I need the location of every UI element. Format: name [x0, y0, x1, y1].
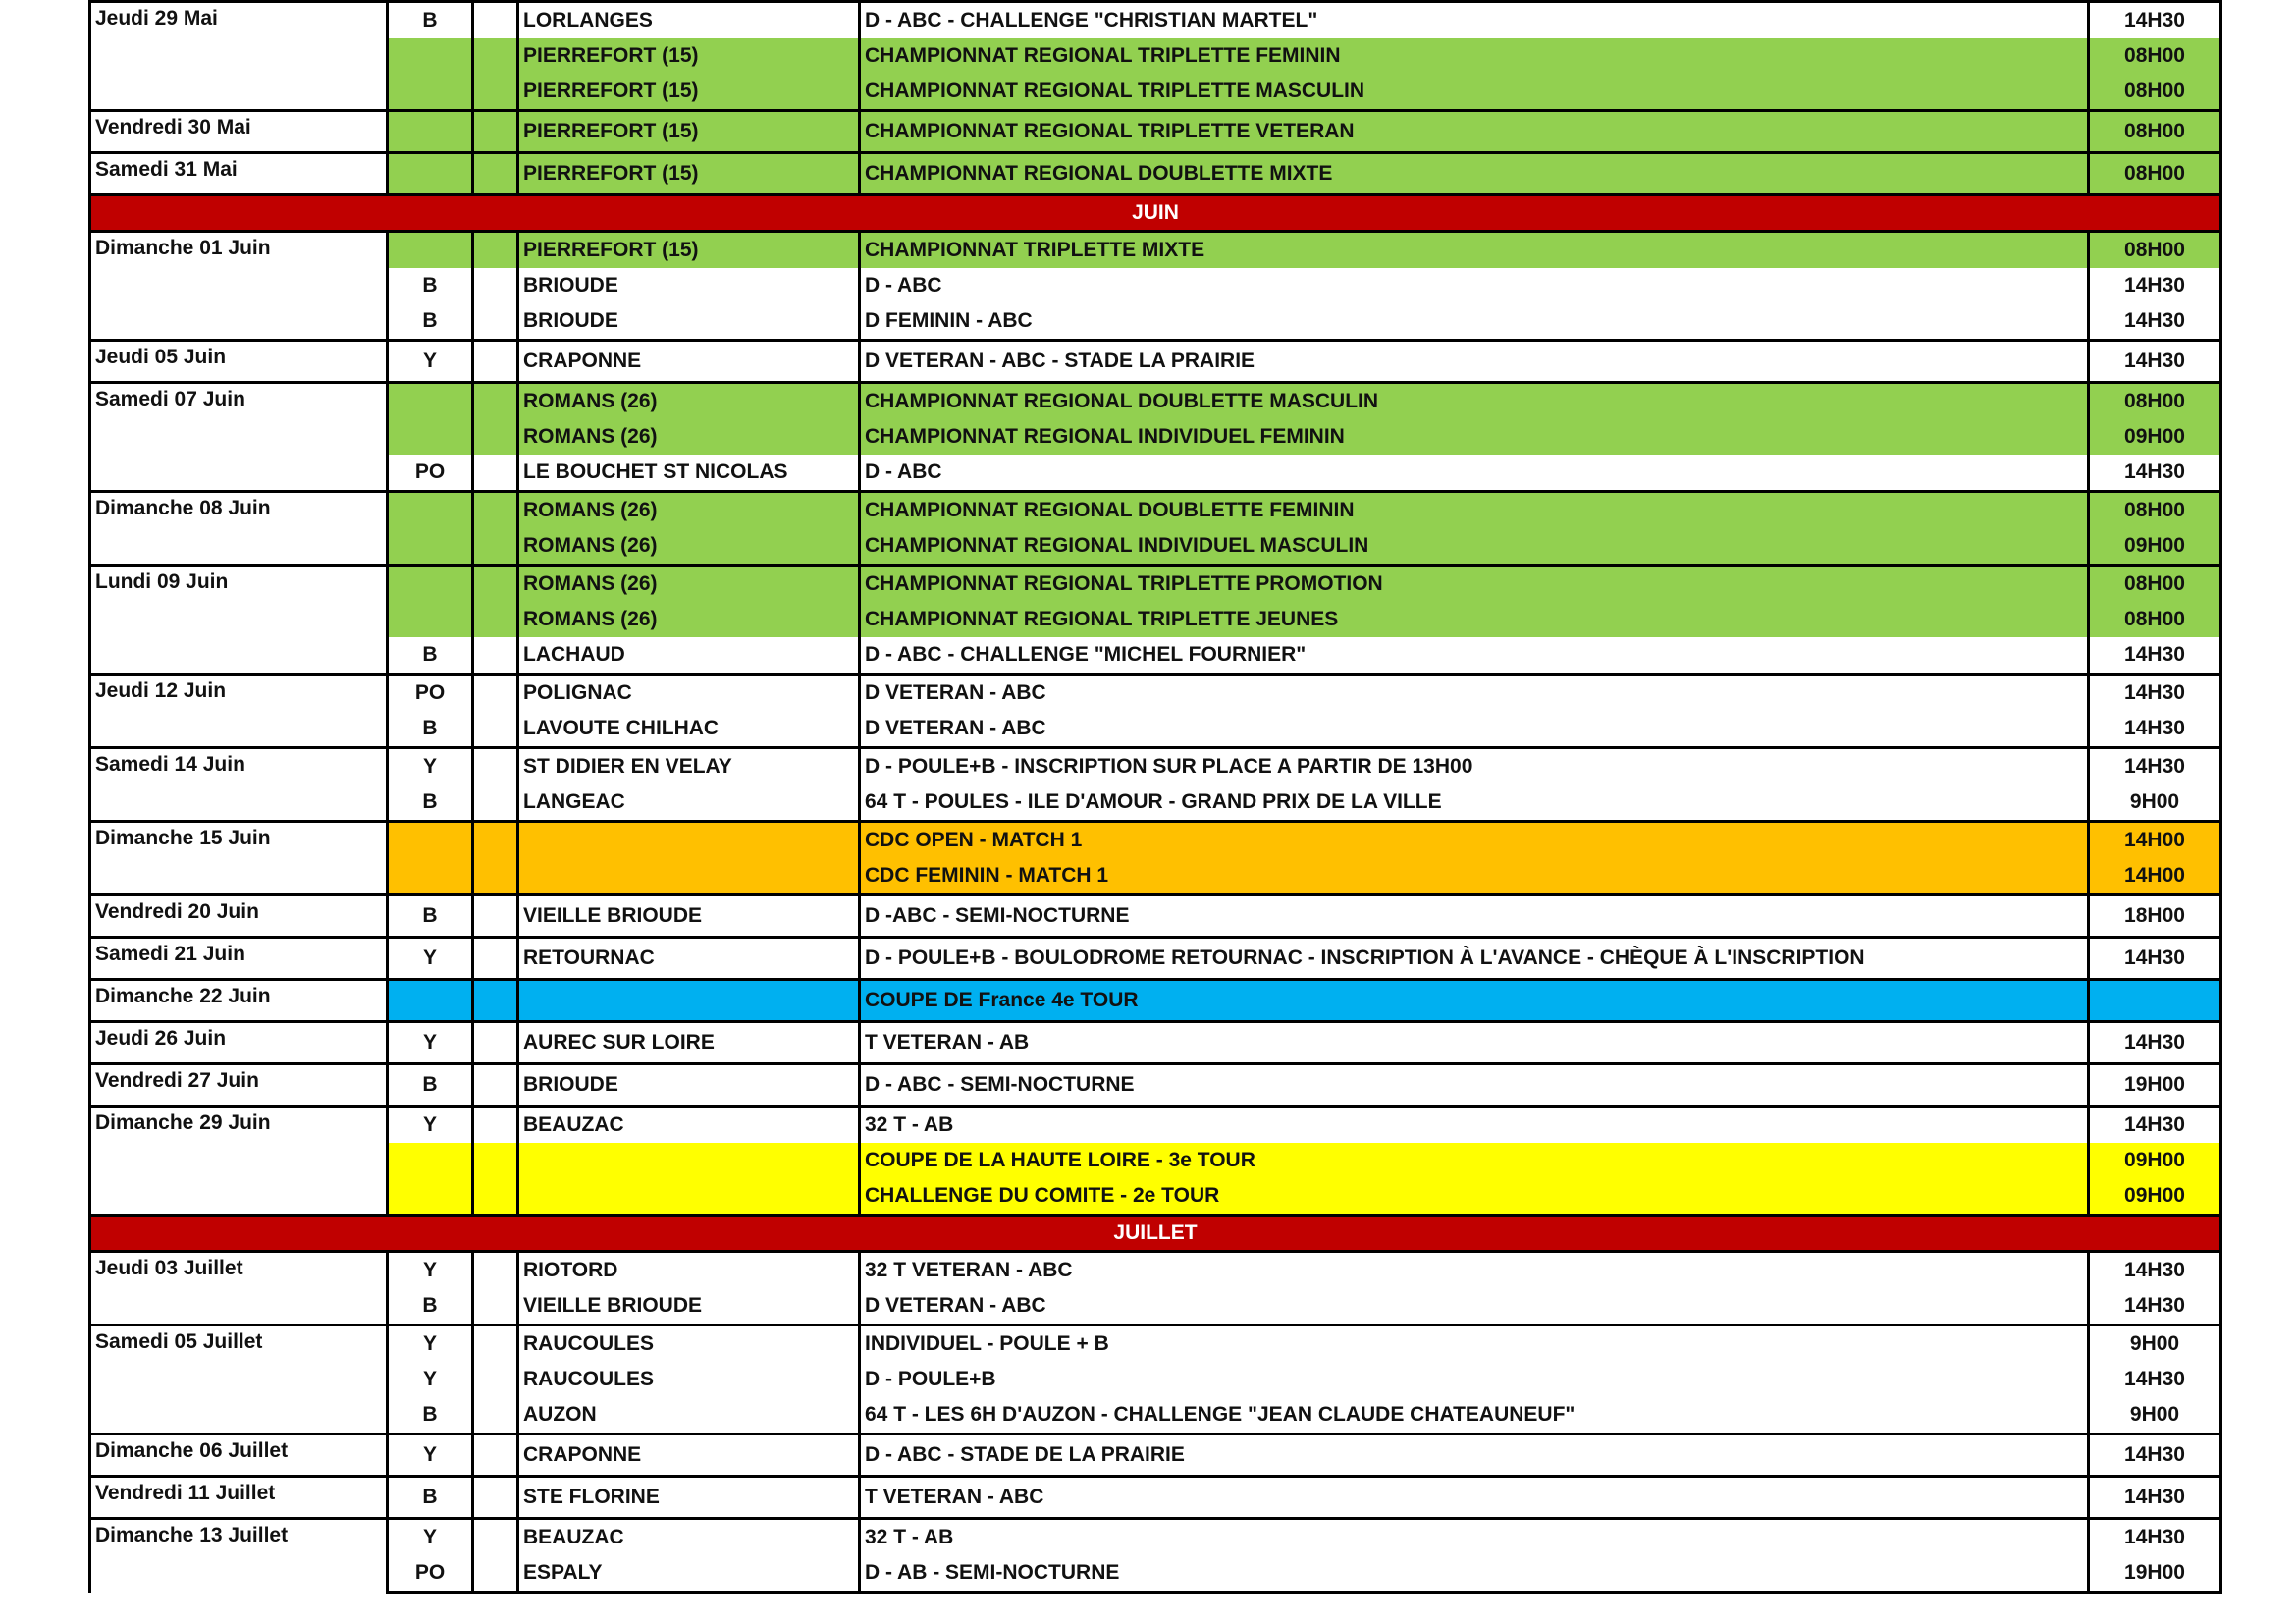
marker-cell: [473, 711, 518, 748]
event-time: 14H30: [2089, 341, 2221, 383]
event-location: [518, 1143, 860, 1178]
event-location: [518, 980, 860, 1022]
event-time: 14H30: [2089, 637, 2221, 675]
event-time: 9H00: [2089, 1397, 2221, 1435]
event-date: Dimanche 13 Juillet: [90, 1519, 388, 1593]
event-description: D - AB - SEMI-NOCTURNE: [860, 1555, 2089, 1593]
event-location: LORLANGES: [518, 2, 860, 39]
event-location: AUREC SUR LOIRE: [518, 1022, 860, 1064]
event-category: B: [388, 303, 473, 341]
event-category: B: [388, 2, 473, 39]
event-date: Samedi 07 Juin: [90, 383, 388, 492]
event-row: [90, 858, 2221, 895]
event-time: 14H30: [2089, 748, 2221, 785]
event-time: 08H00: [2089, 566, 2221, 603]
event-description: CHAMPIONNAT TRIPLETTE MIXTE: [860, 232, 2089, 269]
event-time: 09H00: [2089, 1143, 2221, 1178]
event-time: 14H30: [2089, 1107, 2221, 1144]
event-row: [90, 383, 2221, 420]
event-description: COUPE DE France 4e TOUR: [860, 980, 2089, 1022]
event-time: 08H00: [2089, 383, 2221, 420]
event-location: BEAUZAC: [518, 1107, 860, 1144]
event-time: 09H00: [2089, 1178, 2221, 1216]
event-time: 14H30: [2089, 1477, 2221, 1519]
event-category: [388, 38, 473, 74]
event-location: ST DIDIER EN VELAY: [518, 748, 860, 785]
event-location: BRIOUDE: [518, 268, 860, 303]
event-description: CDC FEMININ - MATCH 1: [860, 858, 2089, 895]
event-row: [90, 822, 2221, 859]
marker-cell: [473, 1477, 518, 1519]
event-category: Y: [388, 341, 473, 383]
event-row: [90, 303, 2221, 341]
event-description: CHAMPIONNAT REGIONAL TRIPLETTE VETERAN: [860, 111, 2089, 153]
event-category: [388, 232, 473, 269]
event-row: [90, 895, 2221, 938]
event-description: INDIVIDUEL - POULE + B: [860, 1326, 2089, 1363]
marker-cell: [473, 895, 518, 938]
event-description: T VETERAN - ABC: [860, 1477, 2089, 1519]
event-row: [90, 711, 2221, 748]
marker-cell: [473, 455, 518, 492]
event-row: [90, 528, 2221, 566]
event-row: [90, 2, 2221, 39]
event-date: Dimanche 22 Juin: [90, 980, 388, 1022]
marker-cell: [473, 153, 518, 195]
event-date: Dimanche 15 Juin: [90, 822, 388, 895]
event-category: Y: [388, 1107, 473, 1144]
event-location: RAUCOULES: [518, 1362, 860, 1397]
event-location: PIERREFORT (15): [518, 38, 860, 74]
marker-cell: [473, 1143, 518, 1178]
event-category: PO: [388, 675, 473, 712]
event-category: Y: [388, 938, 473, 980]
event-location: RAUCOULES: [518, 1326, 860, 1363]
marker-cell: [473, 822, 518, 859]
marker-cell: [473, 785, 518, 822]
event-time: 14H30: [2089, 1435, 2221, 1477]
event-description: CHAMPIONNAT REGIONAL DOUBLETTE MASCULIN: [860, 383, 2089, 420]
event-location: LAVOUTE CHILHAC: [518, 711, 860, 748]
event-location: PIERREFORT (15): [518, 74, 860, 111]
event-location: BRIOUDE: [518, 1064, 860, 1107]
event-location: VIEILLE BRIOUDE: [518, 1288, 860, 1326]
marker-cell: [473, 602, 518, 637]
event-date: Lundi 09 Juin: [90, 566, 388, 675]
event-time: [2089, 980, 2221, 1022]
event-location: PIERREFORT (15): [518, 232, 860, 269]
event-date: Dimanche 08 Juin: [90, 492, 388, 566]
event-description: 64 T - POULES - ILE D'AMOUR - GRAND PRIX DE LA VILLE: [860, 785, 2089, 822]
event-description: 64 T - LES 6H D'AUZON - CHALLENGE "JEAN CLAUDE CHATEAUNEUF": [860, 1397, 2089, 1435]
event-time: 08H00: [2089, 74, 2221, 111]
event-description: D - ABC: [860, 268, 2089, 303]
event-description: D VETERAN - ABC: [860, 1288, 2089, 1326]
event-description: D - ABC - CHALLENGE "CHRISTIAN MARTEL": [860, 2, 2089, 39]
event-location: CRAPONNE: [518, 1435, 860, 1477]
event-row: [90, 980, 2221, 1022]
marker-cell: [473, 1064, 518, 1107]
marker-cell: [473, 748, 518, 785]
event-date: Dimanche 29 Juin: [90, 1107, 388, 1216]
event-location: ROMANS (26): [518, 566, 860, 603]
event-description: D VETERAN - ABC: [860, 711, 2089, 748]
event-date: Vendredi 30 Mai: [90, 111, 388, 153]
event-date: Samedi 14 Juin: [90, 748, 388, 822]
event-description: D - ABC - SEMI-NOCTURNE: [860, 1064, 2089, 1107]
event-location: CRAPONNE: [518, 341, 860, 383]
event-time: 14H30: [2089, 938, 2221, 980]
event-category: Y: [388, 1435, 473, 1477]
event-row: [90, 153, 2221, 195]
event-row: [90, 1555, 2221, 1593]
event-location: VIEILLE BRIOUDE: [518, 895, 860, 938]
event-time: 19H00: [2089, 1064, 2221, 1107]
event-row: [90, 232, 2221, 269]
event-row: [90, 637, 2221, 675]
event-description: D - ABC - STADE DE LA PRAIRIE: [860, 1435, 2089, 1477]
event-description: D - ABC - CHALLENGE "MICHEL FOURNIER": [860, 637, 2089, 675]
event-date: Samedi 05 Juillet: [90, 1326, 388, 1435]
marker-cell: [473, 1362, 518, 1397]
event-description: CHAMPIONNAT REGIONAL TRIPLETTE JEUNES: [860, 602, 2089, 637]
event-description: D FEMININ - ABC: [860, 303, 2089, 341]
event-row: [90, 38, 2221, 74]
event-category: Y: [388, 1326, 473, 1363]
event-time: 18H00: [2089, 895, 2221, 938]
event-time: 08H00: [2089, 602, 2221, 637]
event-date: Jeudi 03 Juillet: [90, 1252, 388, 1326]
marker-cell: [473, 566, 518, 603]
event-row: [90, 1326, 2221, 1363]
event-date: Vendredi 11 Juillet: [90, 1477, 388, 1519]
event-location: PIERREFORT (15): [518, 111, 860, 153]
event-date: Samedi 31 Mai: [90, 153, 388, 195]
event-category: Y: [388, 1362, 473, 1397]
event-description: D - POULE+B - INSCRIPTION SUR PLACE A PARTIR DE 13H00: [860, 748, 2089, 785]
event-category: B: [388, 1397, 473, 1435]
event-row: [90, 492, 2221, 529]
event-description: D - ABC: [860, 455, 2089, 492]
event-location: [518, 822, 860, 859]
event-location: BRIOUDE: [518, 303, 860, 341]
event-row: [90, 1143, 2221, 1178]
event-category: [388, 74, 473, 111]
event-time: 14H30: [2089, 1519, 2221, 1556]
event-location: POLIGNAC: [518, 675, 860, 712]
event-category: B: [388, 1477, 473, 1519]
event-row: [90, 1064, 2221, 1107]
marker-cell: [473, 74, 518, 111]
event-row: [90, 455, 2221, 492]
marker-cell: [473, 1252, 518, 1289]
event-description: D - POULE+B - BOULODROME RETOURNAC - INSCRIPTION À L'AVANCE - CHÈQUE À L'INSCRIPTION: [860, 938, 2089, 980]
event-date: Jeudi 05 Juin: [90, 341, 388, 383]
month-label: JUILLET: [90, 1216, 2221, 1252]
event-time: 08H00: [2089, 153, 2221, 195]
event-time: 9H00: [2089, 785, 2221, 822]
event-row: [90, 1022, 2221, 1064]
event-time: 08H00: [2089, 232, 2221, 269]
event-description: CHAMPIONNAT REGIONAL INDIVIDUEL MASCULIN: [860, 528, 2089, 566]
event-location: BEAUZAC: [518, 1519, 860, 1556]
marker-cell: [473, 1326, 518, 1363]
event-date: Dimanche 06 Juillet: [90, 1435, 388, 1477]
event-date: Dimanche 01 Juin: [90, 232, 388, 341]
event-row: [90, 566, 2221, 603]
event-location: ESPALY: [518, 1555, 860, 1593]
event-location: ROMANS (26): [518, 602, 860, 637]
event-time: 14H30: [2089, 675, 2221, 712]
event-date: Samedi 21 Juin: [90, 938, 388, 980]
marker-cell: [473, 1178, 518, 1216]
event-time: 14H00: [2089, 858, 2221, 895]
month-header-row: [90, 195, 2221, 232]
event-category: [388, 858, 473, 895]
month-header-row: [90, 1216, 2221, 1252]
event-row: [90, 419, 2221, 455]
marker-cell: [473, 2, 518, 39]
event-date: Jeudi 12 Juin: [90, 675, 388, 748]
event-location: ROMANS (26): [518, 528, 860, 566]
event-description: 32 T - AB: [860, 1519, 2089, 1556]
event-row: [90, 748, 2221, 785]
event-time: 14H30: [2089, 2, 2221, 39]
marker-cell: [473, 492, 518, 529]
event-time: 14H30: [2089, 1288, 2221, 1326]
event-location: STE FLORINE: [518, 1477, 860, 1519]
event-location: RETOURNAC: [518, 938, 860, 980]
event-category: [388, 419, 473, 455]
event-category: [388, 822, 473, 859]
event-description: CHAMPIONNAT REGIONAL INDIVIDUEL FEMININ: [860, 419, 2089, 455]
event-location: ROMANS (26): [518, 419, 860, 455]
event-time: 09H00: [2089, 419, 2221, 455]
event-category: [388, 492, 473, 529]
marker-cell: [473, 1107, 518, 1144]
event-time: 08H00: [2089, 111, 2221, 153]
event-row: [90, 1107, 2221, 1144]
event-description: CHAMPIONNAT REGIONAL DOUBLETTE MIXTE: [860, 153, 2089, 195]
event-time: 09H00: [2089, 528, 2221, 566]
event-description: D -ABC - SEMI-NOCTURNE: [860, 895, 2089, 938]
event-category: [388, 1143, 473, 1178]
event-date: Vendredi 20 Juin: [90, 895, 388, 938]
event-time: 9H00: [2089, 1326, 2221, 1363]
event-category: [388, 566, 473, 603]
event-category: B: [388, 895, 473, 938]
event-location: ROMANS (26): [518, 383, 860, 420]
event-category: Y: [388, 1519, 473, 1556]
event-row: [90, 1397, 2221, 1435]
event-category: Y: [388, 748, 473, 785]
marker-cell: [473, 1519, 518, 1556]
calendar-sheet: [88, 0, 2219, 1594]
event-category: [388, 153, 473, 195]
event-date: Jeudi 29 Mai: [90, 2, 388, 111]
marker-cell: [473, 980, 518, 1022]
event-row: [90, 111, 2221, 153]
event-category: [388, 111, 473, 153]
event-location: AUZON: [518, 1397, 860, 1435]
event-description: CHAMPIONNAT REGIONAL TRIPLETTE FEMININ: [860, 38, 2089, 74]
marker-cell: [473, 1288, 518, 1326]
marker-cell: [473, 637, 518, 675]
event-description: CHALLENGE DU COMITE - 2e TOUR: [860, 1178, 2089, 1216]
event-time: 08H00: [2089, 492, 2221, 529]
event-category: Y: [388, 1022, 473, 1064]
event-row: [90, 1477, 2221, 1519]
event-description: D VETERAN - ABC - STADE LA PRAIRIE: [860, 341, 2089, 383]
event-category: [388, 602, 473, 637]
marker-cell: [473, 528, 518, 566]
event-category: PO: [388, 455, 473, 492]
event-description: COUPE DE LA HAUTE LOIRE - 3e TOUR: [860, 1143, 2089, 1178]
event-time: 14H30: [2089, 455, 2221, 492]
event-location: [518, 858, 860, 895]
event-row: [90, 1252, 2221, 1289]
event-calendar-table: [88, 0, 2222, 1594]
marker-cell: [473, 232, 518, 269]
calendar-body: [90, 2, 2221, 1593]
event-date: Vendredi 27 Juin: [90, 1064, 388, 1107]
event-time: 19H00: [2089, 1555, 2221, 1593]
event-description: CHAMPIONNAT REGIONAL DOUBLETTE FEMININ: [860, 492, 2089, 529]
event-location: PIERREFORT (15): [518, 153, 860, 195]
event-description: D VETERAN - ABC: [860, 675, 2089, 712]
event-category: B: [388, 268, 473, 303]
event-location: LE BOUCHET ST NICOLAS: [518, 455, 860, 492]
event-description: CHAMPIONNAT REGIONAL TRIPLETTE PROMOTION: [860, 566, 2089, 603]
marker-cell: [473, 38, 518, 74]
event-category: [388, 980, 473, 1022]
event-time: 14H30: [2089, 1362, 2221, 1397]
event-time: 14H30: [2089, 1022, 2221, 1064]
event-category: B: [388, 785, 473, 822]
event-category: B: [388, 1288, 473, 1326]
marker-cell: [473, 383, 518, 420]
event-category: B: [388, 637, 473, 675]
event-time: 14H30: [2089, 1252, 2221, 1289]
marker-cell: [473, 675, 518, 712]
event-time: 14H00: [2089, 822, 2221, 859]
marker-cell: [473, 268, 518, 303]
event-time: 14H30: [2089, 268, 2221, 303]
event-category: [388, 1178, 473, 1216]
marker-cell: [473, 419, 518, 455]
event-row: [90, 268, 2221, 303]
event-row: [90, 341, 2221, 383]
marker-cell: [473, 1397, 518, 1435]
marker-cell: [473, 858, 518, 895]
marker-cell: [473, 1555, 518, 1593]
event-category: [388, 383, 473, 420]
event-date: Jeudi 26 Juin: [90, 1022, 388, 1064]
event-row: [90, 1178, 2221, 1216]
marker-cell: [473, 303, 518, 341]
event-description: 32 T VETERAN - ABC: [860, 1252, 2089, 1289]
event-location: RIOTORD: [518, 1252, 860, 1289]
marker-cell: [473, 938, 518, 980]
event-time: 08H00: [2089, 38, 2221, 74]
event-description: T VETERAN - AB: [860, 1022, 2089, 1064]
event-row: [90, 74, 2221, 111]
event-location: [518, 1178, 860, 1216]
event-location: LACHAUD: [518, 637, 860, 675]
event-time: 14H30: [2089, 303, 2221, 341]
event-row: [90, 1362, 2221, 1397]
event-location: ROMANS (26): [518, 492, 860, 529]
event-description: 32 T - AB: [860, 1107, 2089, 1144]
event-location: LANGEAC: [518, 785, 860, 822]
event-row: [90, 1519, 2221, 1556]
event-description: CHAMPIONNAT REGIONAL TRIPLETTE MASCULIN: [860, 74, 2089, 111]
event-category: B: [388, 1064, 473, 1107]
event-time: 14H30: [2089, 711, 2221, 748]
event-category: PO: [388, 1555, 473, 1593]
event-description: CDC OPEN - MATCH 1: [860, 822, 2089, 859]
event-row: [90, 1435, 2221, 1477]
event-row: [90, 1288, 2221, 1326]
event-description: D - POULE+B: [860, 1362, 2089, 1397]
event-row: [90, 675, 2221, 712]
marker-cell: [473, 341, 518, 383]
marker-cell: [473, 111, 518, 153]
month-label: JUIN: [90, 195, 2221, 232]
marker-cell: [473, 1435, 518, 1477]
event-row: [90, 785, 2221, 822]
event-row: [90, 938, 2221, 980]
marker-cell: [473, 1022, 518, 1064]
event-category: B: [388, 711, 473, 748]
event-category: [388, 528, 473, 566]
event-row: [90, 602, 2221, 637]
event-category: Y: [388, 1252, 473, 1289]
